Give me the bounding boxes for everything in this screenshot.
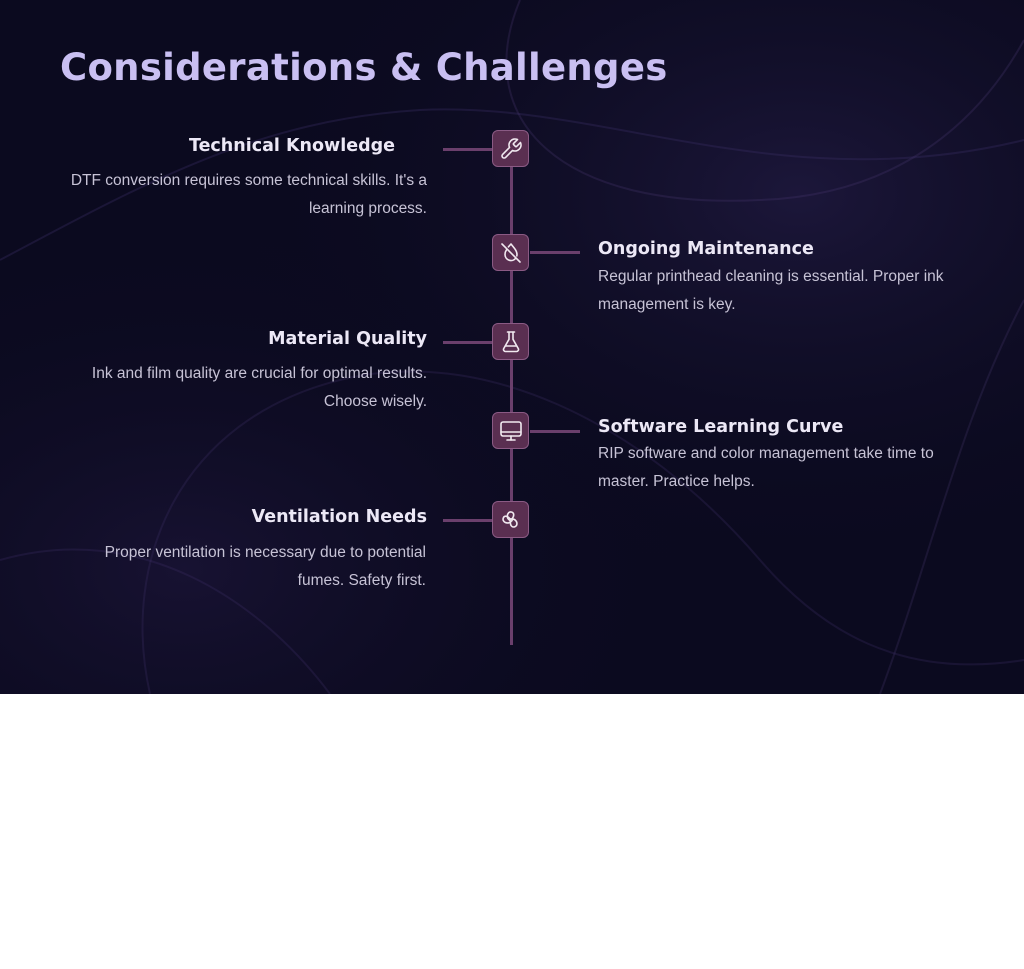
item-description-technical-knowledge: DTF conversion requires some technical skills. It's a learning process. bbox=[70, 172, 427, 217]
timeline-connector bbox=[443, 341, 493, 344]
page-title: Considerations & Challenges bbox=[60, 46, 668, 89]
item-title-material-quality: Material Quality bbox=[268, 329, 427, 349]
timeline-node-material-quality bbox=[492, 323, 529, 360]
flask-icon bbox=[499, 330, 523, 354]
timeline-node-ventilation-needs bbox=[492, 501, 529, 538]
item-description-ongoing-maintenance: Regular printhead cleaning is essential. Proper ink management is key. bbox=[598, 268, 944, 313]
item-description-material-quality: Ink and film quality are crucial for optimal results. Choose wisely. bbox=[91, 365, 427, 410]
item-description-software-learning-curve: RIP software and color management take time to master. Practice helps. bbox=[598, 445, 934, 490]
timeline-connector bbox=[530, 251, 580, 254]
timeline-node-ongoing-maintenance bbox=[492, 234, 529, 271]
fan-icon bbox=[499, 508, 523, 532]
timeline-connector bbox=[530, 430, 580, 433]
timeline-node-technical-knowledge bbox=[492, 130, 529, 167]
item-title-ongoing-maintenance: Ongoing Maintenance bbox=[598, 239, 814, 259]
item-title-software-learning-curve: Software Learning Curve bbox=[598, 417, 844, 437]
timeline-spine bbox=[510, 150, 513, 645]
timeline-node-software-learning-curve bbox=[492, 412, 529, 449]
item-title-technical-knowledge: Technical Knowledge bbox=[188, 136, 395, 156]
monitor-icon bbox=[499, 419, 523, 443]
wrench-icon bbox=[499, 137, 523, 161]
timeline-connector bbox=[443, 519, 493, 522]
item-description-ventilation-needs: Proper ventilation is necessary due to potential fumes. Safety first. bbox=[104, 544, 426, 589]
item-title-ventilation-needs: Ventilation Needs bbox=[251, 507, 427, 527]
ink-drop-off-icon bbox=[499, 241, 523, 265]
timeline-connector bbox=[443, 148, 493, 151]
